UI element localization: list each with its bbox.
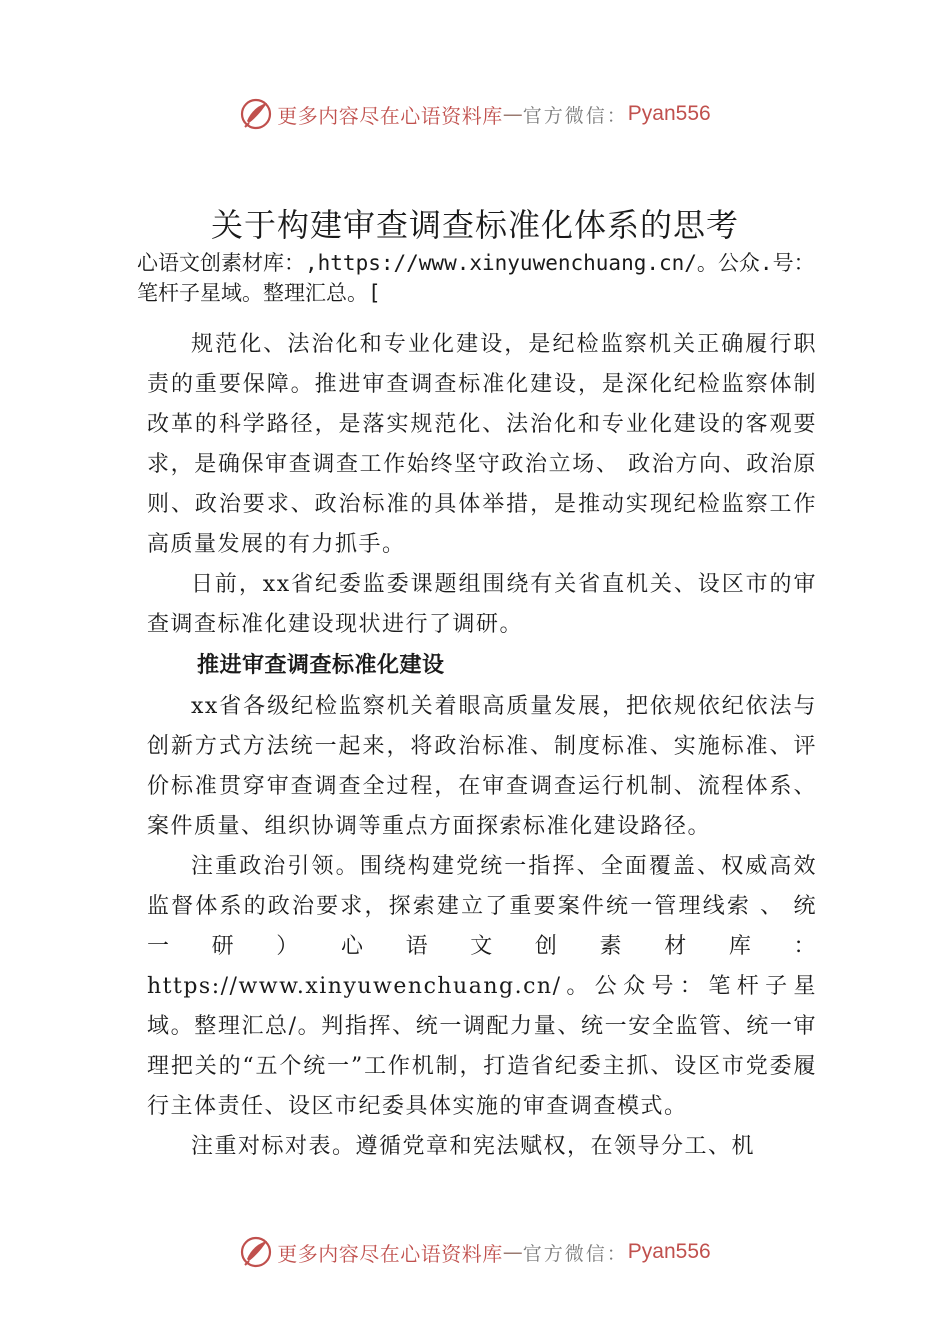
- quill-logo-icon: [239, 1235, 273, 1269]
- banner-wechat-id: Pyan556: [627, 1240, 711, 1263]
- banner-text: 更多内容尽在心语资料库: [277, 1241, 503, 1266]
- banner-dash: —: [502, 102, 523, 126]
- paragraph-political-guidance: 注重政治引领。围绕构建党统一指挥、全面覆盖、权威高效监督体系的政治要求，探索建立了重要案件统一管理线索 、 统 一 研 ） 心 语 文 创 素 材 库 ： https://www.xinyuwenchuang.cn/。公众号：笔杆子星域。整理汇总/。判指挥、统一调配力量、统一安全监管、统一审理把关的“五个统一”工作机制，打造省纪委主抓、设区市党委履行主体责任、设区市纪委具体实施的审查调查模式。: [147, 854, 817, 1119]
- source-note: 心语文创素材库：,https://www.xinyuwenchuang.cn/。公众.号：笔杆子星域。整理汇总。[: [137, 251, 815, 305]
- paragraph-overview: xx省各级纪检监察机关着眼高质量发展，把依规依纪依法与创新方式方法统一起来，将政治标准、制度标准、实施标准、评价标准贯穿审查调查全过程，在审查调查运行机制、流程体系、案件质量、组织协调等重点方面探索标准化建设路径。: [147, 694, 817, 839]
- banner-wechat-label: 官方微信：: [522, 104, 628, 127]
- banner-wechat-id: Pyan556: [627, 102, 711, 125]
- paragraph-intro: 规范化、法治化和专业化建设，是纪检监察机关正确履行职责的重要保障。推进审查调查标准化建设，是深化纪检监察体制改革的科学路径，是落实规范化、法治化和专业化建设的客观要求，是确保审查调查工作始终坚守政治立场、 政治方向、政治原则、政治要求、政治标准的具体举措，是推动实现纪检监察工作高质量发展的有力抓手。: [147, 332, 817, 557]
- document-title: 关于构建审查调查标准化体系的思考: [210, 206, 739, 244]
- paragraph-research: 日前，xx省纪委监委课题组围绕有关省直机关、设区市的审查调查标准化建设现状进行了调研。: [147, 572, 817, 637]
- banner-text: 更多内容尽在心语资料库: [277, 103, 503, 128]
- banner-dash: —: [502, 1240, 523, 1264]
- paragraph-benchmarking: 注重对标对表。遵循党章和宪法赋权，在领导分工、机: [191, 1134, 756, 1159]
- quill-logo-icon: [239, 97, 273, 131]
- header-watermark-banner: [0, 94, 950, 134]
- document-body: [147, 325, 817, 1167]
- banner-wechat-label: 官方微信：: [522, 1242, 628, 1265]
- section-heading: 推进审查调查标准化建设: [197, 653, 445, 678]
- footer-watermark-banner: [0, 1232, 950, 1272]
